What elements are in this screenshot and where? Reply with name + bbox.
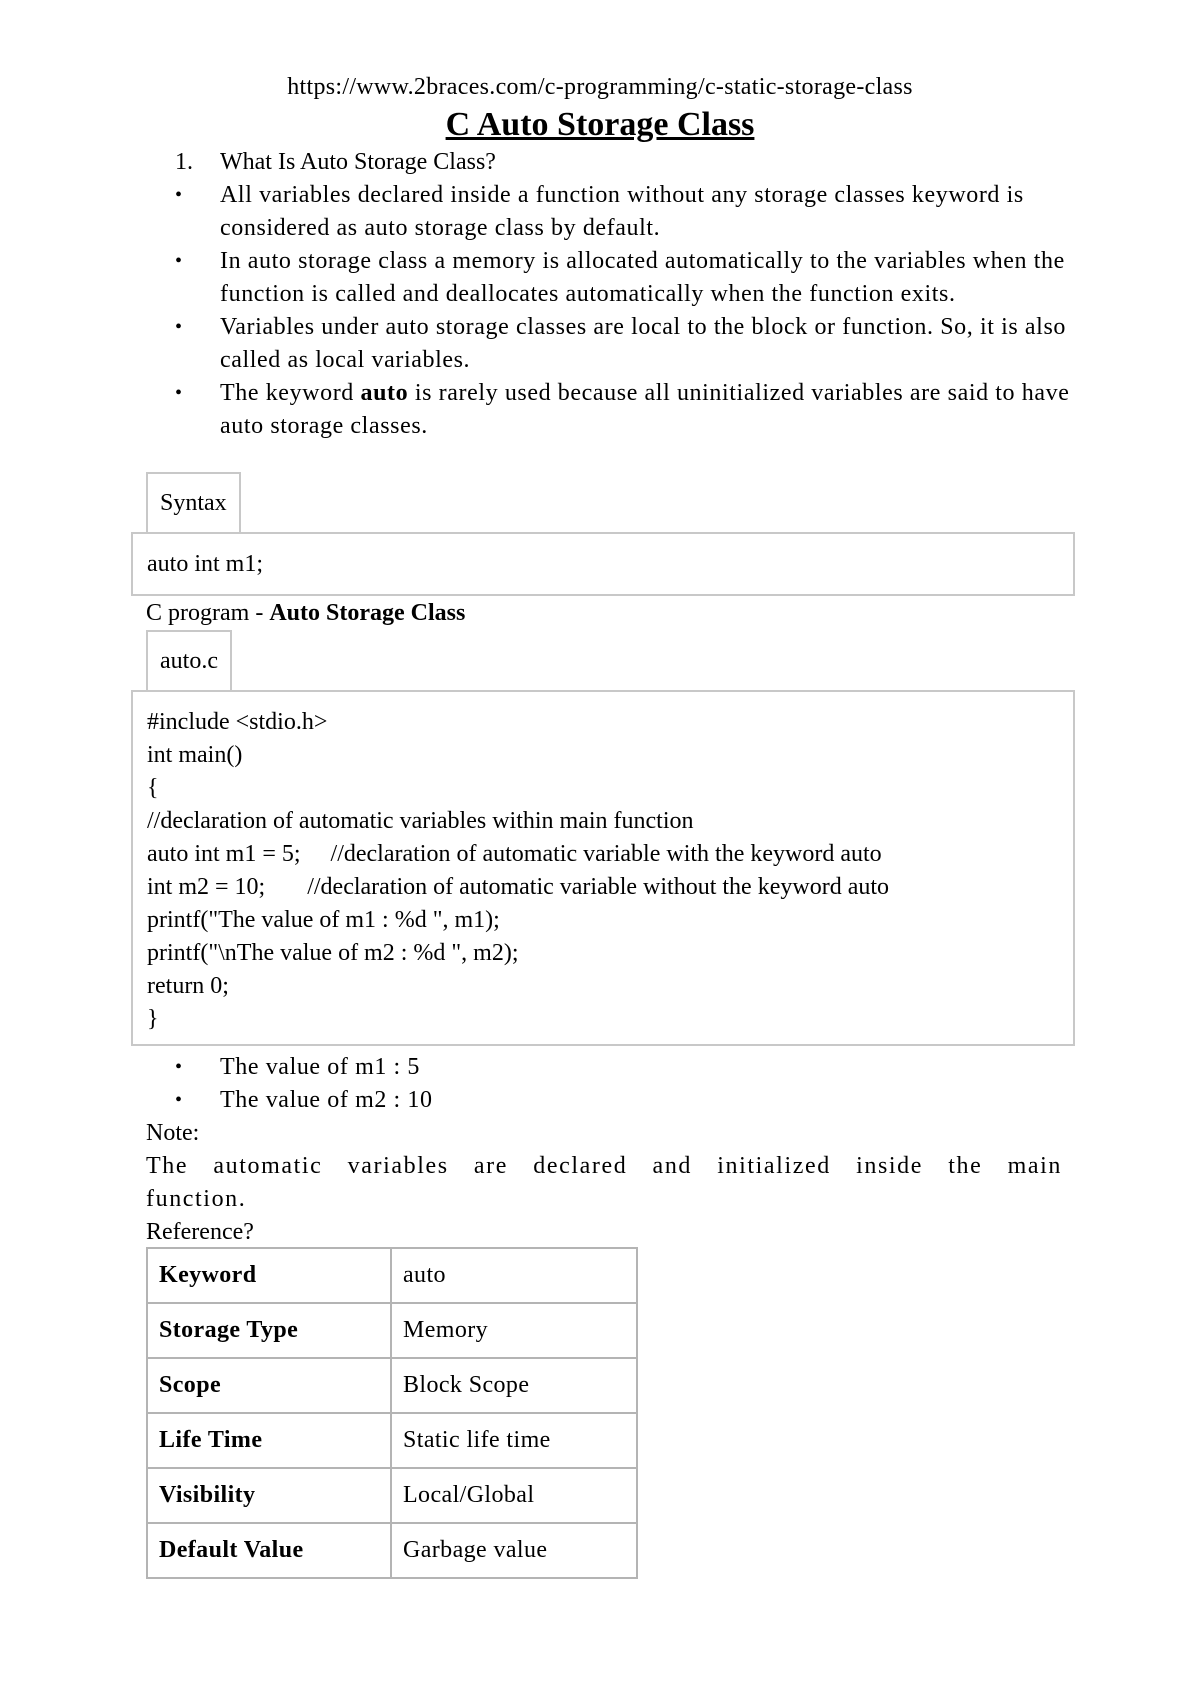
bullet-icon: •: [175, 1056, 183, 1078]
note-text: The automatic variables are declared and initialized inside the main: [146, 1153, 1062, 1179]
table-value: Garbage value: [391, 1523, 637, 1578]
note-section: [146, 1117, 1062, 1249]
syntax-tab: Syntax: [146, 472, 241, 532]
points-list: [175, 179, 1075, 443]
table-key: Default Value: [147, 1523, 391, 1578]
table-key: Storage Type: [147, 1303, 391, 1358]
page-title: C Auto Storage Class: [445, 106, 755, 143]
table-row: [147, 1303, 637, 1358]
code-line: int main(): [147, 742, 243, 768]
table-row: [147, 1523, 637, 1578]
table-value: Block Scope: [391, 1358, 637, 1413]
question-number: 1.: [175, 149, 193, 175]
table-value: Local/Global: [391, 1468, 637, 1523]
output-text: The value of m2 : 10: [220, 1087, 433, 1113]
question-item: [175, 146, 1075, 179]
code-line: auto int m1 = 5; //declaration of automatic variable with the keyword auto: [147, 841, 882, 867]
point-keyword: auto: [360, 380, 409, 406]
table-key: Visibility: [147, 1468, 391, 1523]
syntax-code-box: [131, 532, 1075, 596]
point-text: In auto storage class a memory is allocated automatically to the variables when the function is called and deallocates automatically when the function exits.: [220, 248, 1065, 307]
list-item: [175, 377, 1075, 443]
output-list: [175, 1051, 1075, 1117]
output-text: The value of m1 : 5: [220, 1054, 421, 1080]
note-label: Note:: [146, 1120, 200, 1146]
table-row: [147, 1248, 637, 1303]
table-row: [147, 1468, 637, 1523]
code-line: #include <stdio.h>: [147, 709, 328, 735]
bullet-icon: •: [175, 184, 183, 206]
source-url: https://www.2braces.com/c-programming/c-static-storage-class: [287, 74, 913, 100]
table-row: [147, 1358, 637, 1413]
point-text-before: The keyword: [220, 380, 361, 406]
list-item: [175, 1051, 1075, 1084]
filename-tab: auto.c: [146, 630, 232, 690]
program-code-box: [131, 690, 1075, 1046]
program-heading-prefix: C program -: [146, 600, 270, 626]
program-heading: [146, 600, 465, 627]
list-item: [175, 1084, 1075, 1117]
point-text: Variables under auto storage classes are local to the block or function. So, it is also called as local variables.: [220, 314, 1066, 373]
code-line: printf("The value of m1 : %d ", m1);: [147, 907, 500, 933]
table-value: auto: [391, 1248, 637, 1303]
bullet-icon: •: [175, 382, 183, 404]
code-line: }: [147, 1006, 159, 1032]
program-heading-bold: Auto Storage Class: [269, 600, 466, 626]
table-key: Scope: [147, 1358, 391, 1413]
list-item: [175, 179, 1075, 245]
bullet-icon: •: [175, 1089, 183, 1111]
table-key: Life Time: [147, 1413, 391, 1468]
question-text: What Is Auto Storage Class?: [220, 149, 496, 175]
code-line: {: [147, 775, 159, 801]
point-text-after: is rarely used because all uninitialized variables are said to have auto storage classes.: [220, 380, 1070, 439]
point-text: [220, 377, 1075, 443]
list-item: [175, 311, 1075, 377]
code-line: printf("\nThe value of m2 : %d ", m2);: [147, 940, 519, 966]
note-continuation: function.: [146, 1186, 247, 1212]
code-line: //declaration of automatic variables within main function: [147, 808, 694, 834]
bullet-icon: •: [175, 250, 183, 272]
table-row: [147, 1413, 637, 1468]
table-value: Memory: [391, 1303, 637, 1358]
point-text: All variables declared inside a function without any storage classes keyword is considered as auto storage class by default.: [220, 182, 1024, 241]
list-item: [175, 245, 1075, 311]
intro-section: [175, 146, 1075, 443]
table-value: Static life time: [391, 1413, 637, 1468]
table-key: Keyword: [147, 1248, 391, 1303]
bullet-icon: •: [175, 316, 183, 338]
code-line: return 0;: [147, 973, 229, 999]
syntax-code: auto int m1;: [147, 551, 263, 577]
reference-table: [146, 1247, 638, 1579]
code-line: int m2 = 10; //declaration of automatic variable without the keyword auto: [147, 874, 890, 900]
reference-label: Reference?: [146, 1219, 254, 1245]
